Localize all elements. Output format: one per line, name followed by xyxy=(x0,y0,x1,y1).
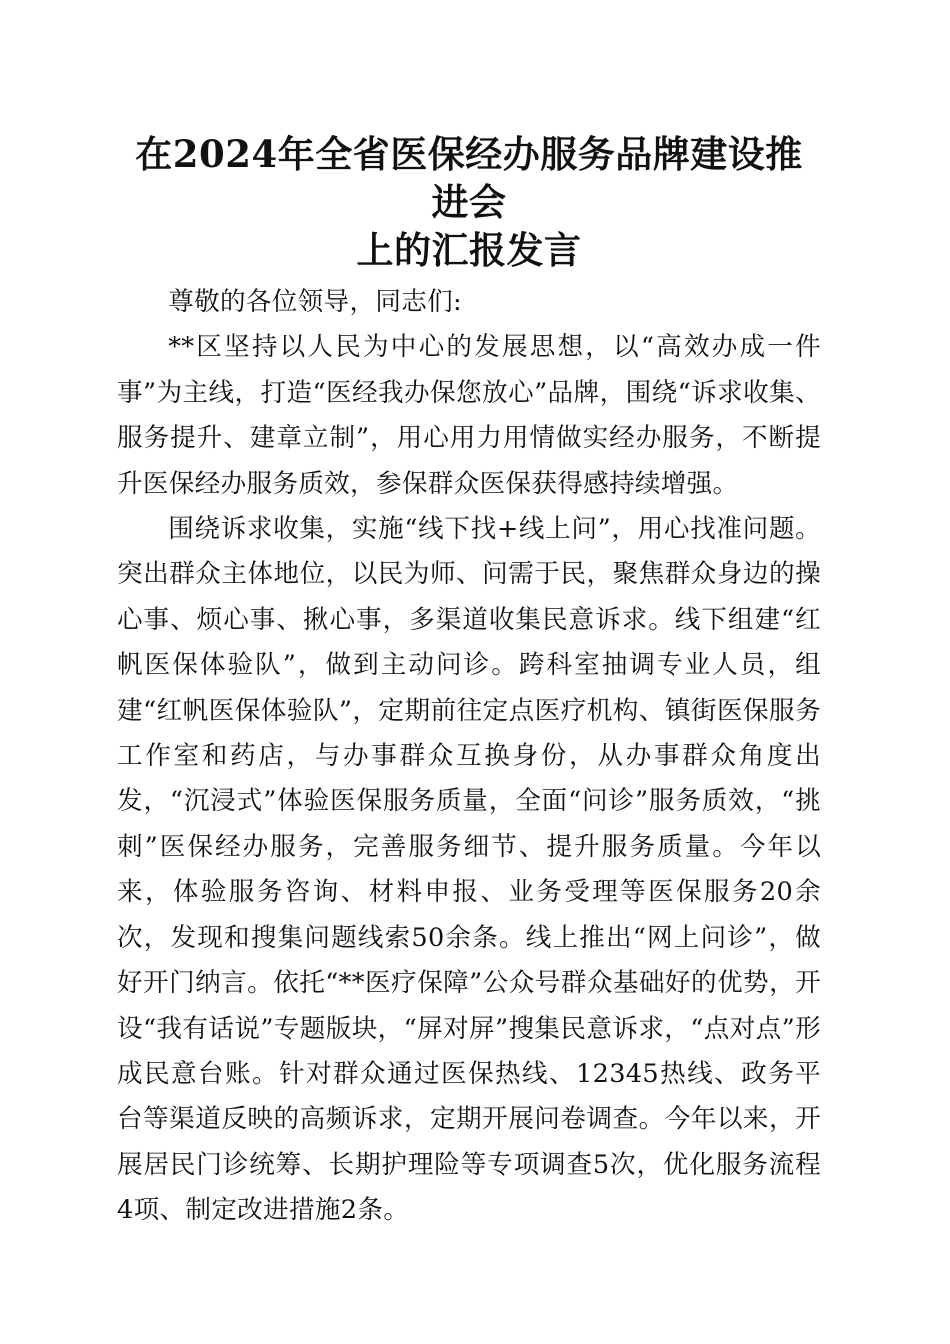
document-body xyxy=(117,280,821,1234)
salutation: 尊敬的各位领导，同志们: xyxy=(168,287,462,317)
document-page xyxy=(117,130,821,1234)
paragraph-appeal-collection: 围绕诉求收集，实施“线下找+线上问”，用心找准问题。突出群众主体地位，以民为师、问需于民，聚焦群众身边的操心事、烦心事、揪心事，多渠道收集民意诉求。线下组建“红帆医保体验队”，做到主动问诊。跨科室抽调专业人员，组建“红帆医保体验队”，定期前往定点医疗机构、镇街医保服务工作室和药店，与办事群众互换身份，从办事群众角度出发，“沉浸式”体验医保服务质量，全面“问诊”服务质效，“挑刺”医保经办服务，完善服务细节、提升服务质量。今年以来，体验服务咨询、材料申报、业务受理等医保服务20余次，发现和搜集问题线索50余条。线上推出“网上问诊”，做好开门纳言。依托“**医疗保障”公众号群众基础好的优势，开设“我有话说”专题版块，“屏对屏”搜集民意诉求，“点对点”形成民意台账。针对群众通过医保热线、12345热线、政务平台等渠道反映的高频诉求，定期开展问卷调查。今年以来，开展居民门诊统筹、长期护理险等专项调查5次，优化服务流程4项、制定改进措施2条。 xyxy=(117,514,821,1226)
paragraph-intro: **区坚持以人民为中心的发展思想，以“高效办成一件事”为主线，打造“医经我办保您放心”品牌，围绕“诉求收集、服务提升、建章立制”，用心用力用情做实经办服务，不断提升医保经办服务质效，参保群众医保获得感持续增强。 xyxy=(117,332,821,499)
document-title xyxy=(117,130,821,274)
title-line-1: 在2024年全省医保经办服务品牌建设推进会 xyxy=(135,132,803,224)
title-line-2: 上的汇报发言 xyxy=(356,228,582,272)
